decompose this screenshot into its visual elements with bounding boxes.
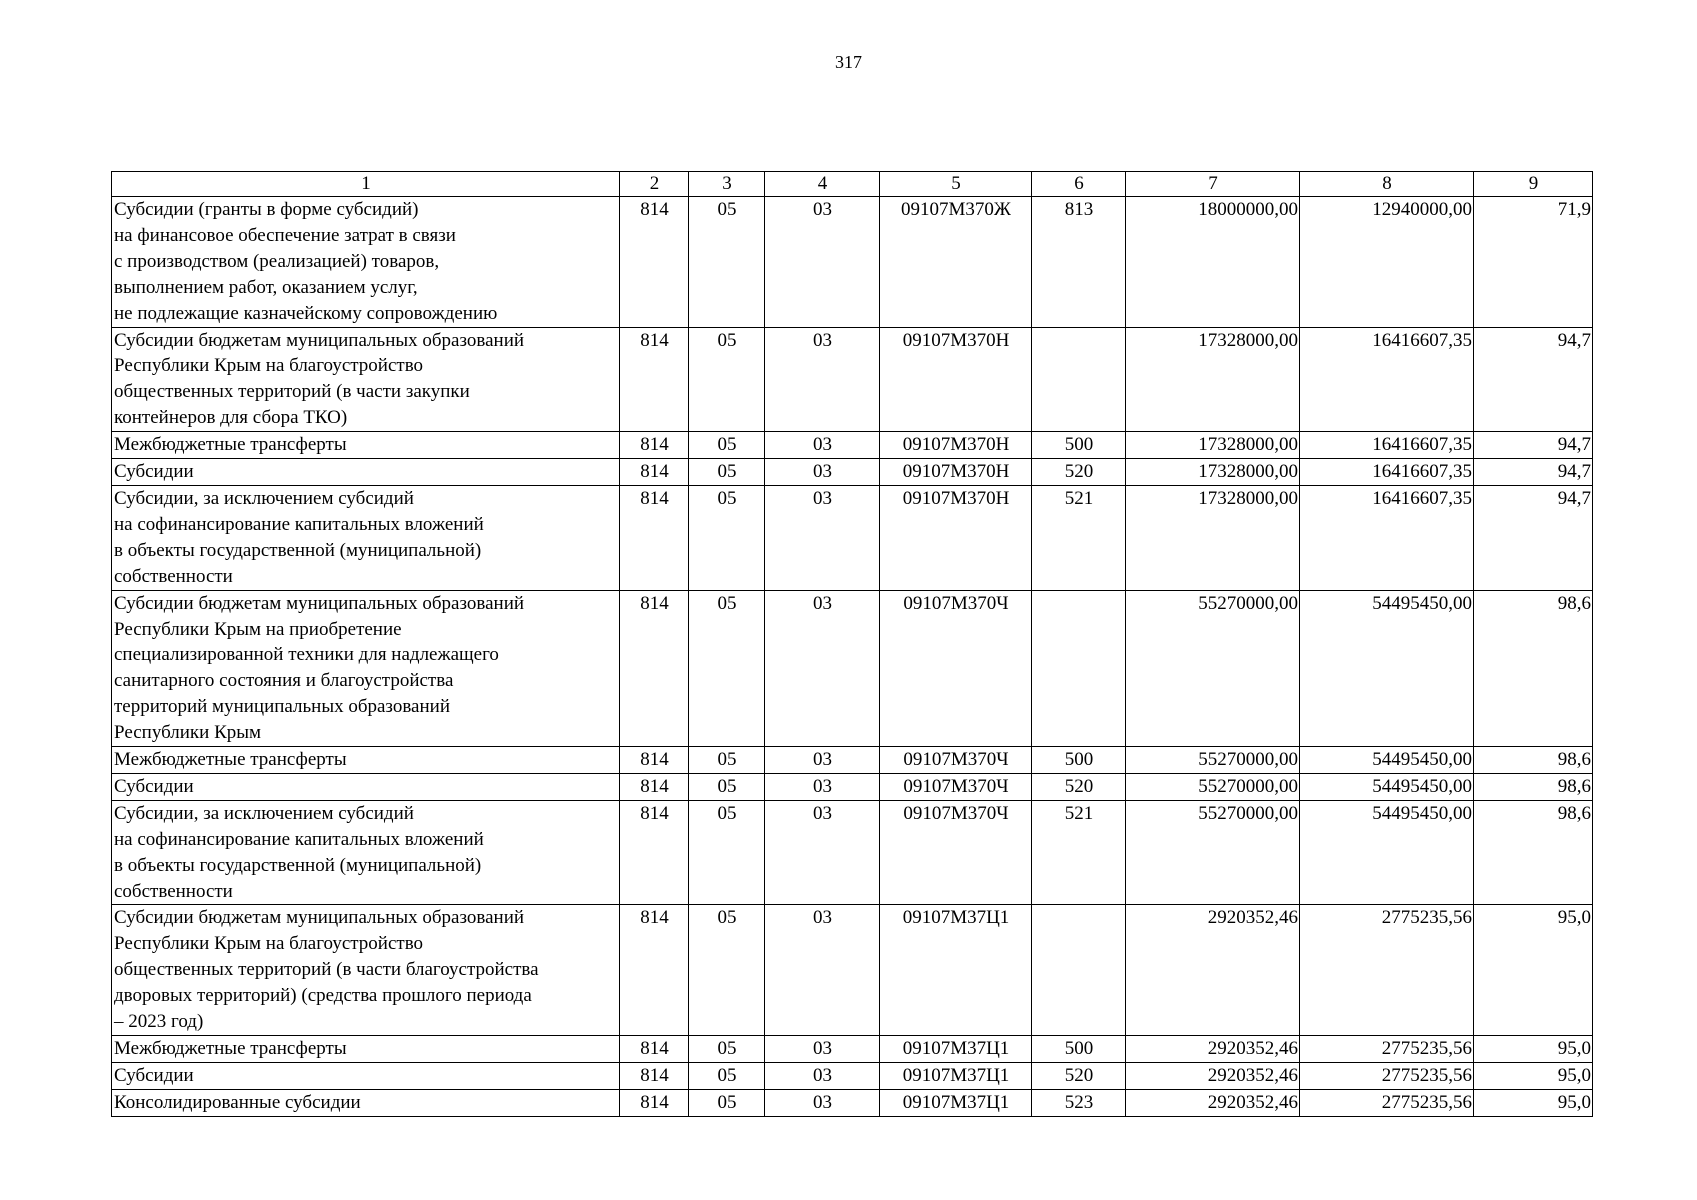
code-subsection: 03 <box>765 485 880 590</box>
table-row <box>112 432 1593 459</box>
row-description: Субсидии <box>112 773 620 800</box>
row-description: Межбюджетные трансферты <box>112 1036 620 1063</box>
code-target-article: 09107М37Ц1 <box>880 1036 1032 1063</box>
row-description: Субсидии бюджетам муниципальных образований Республики Крым на приобретение специализированной техники для надлежащего санитарного состояния и благоустройства территорий муниципальных образований Республики Крым <box>112 590 620 746</box>
header-cell: 4 <box>765 172 880 197</box>
percent-executed: 95,0 <box>1474 905 1593 1036</box>
page-number: 317 <box>835 52 862 72</box>
code-expense-type: 520 <box>1032 459 1126 486</box>
code-ministry: 814 <box>620 197 689 328</box>
code-target-article: 09107М37Ц1 <box>880 1089 1032 1116</box>
table-body <box>112 197 1593 1117</box>
code-ministry: 814 <box>620 459 689 486</box>
code-subsection: 03 <box>765 747 880 774</box>
amount-planned: 2920352,46 <box>1126 1089 1300 1116</box>
amount-planned: 17328000,00 <box>1126 327 1300 432</box>
code-section: 05 <box>689 197 765 328</box>
code-subsection: 03 <box>765 1062 880 1089</box>
code-subsection: 03 <box>765 432 880 459</box>
amount-planned: 55270000,00 <box>1126 773 1300 800</box>
code-subsection: 03 <box>765 1089 880 1116</box>
code-subsection: 03 <box>765 1036 880 1063</box>
code-target-article: 09107М370Ч <box>880 747 1032 774</box>
amount-executed: 16416607,35 <box>1300 432 1474 459</box>
code-ministry: 814 <box>620 1089 689 1116</box>
code-expense-type: 813 <box>1032 197 1126 328</box>
code-target-article: 09107М370Н <box>880 459 1032 486</box>
row-description: Консолидированные субсидии <box>112 1089 620 1116</box>
percent-executed: 95,0 <box>1474 1089 1593 1116</box>
amount-executed: 54495450,00 <box>1300 747 1474 774</box>
amount-planned: 17328000,00 <box>1126 459 1300 486</box>
amount-executed: 2775235,56 <box>1300 905 1474 1036</box>
code-expense-type: 500 <box>1032 432 1126 459</box>
code-subsection: 03 <box>765 459 880 486</box>
code-section: 05 <box>689 1036 765 1063</box>
code-target-article: 09107М370Н <box>880 432 1032 459</box>
header-cell: 9 <box>1474 172 1593 197</box>
percent-executed: 95,0 <box>1474 1036 1593 1063</box>
code-expense-type: 520 <box>1032 773 1126 800</box>
code-expense-type: 523 <box>1032 1089 1126 1116</box>
amount-executed: 2775235,56 <box>1300 1089 1474 1116</box>
percent-executed: 98,6 <box>1474 773 1593 800</box>
percent-executed: 94,7 <box>1474 432 1593 459</box>
code-target-article: 09107М370Ч <box>880 800 1032 905</box>
table-row <box>112 197 1593 328</box>
amount-planned: 55270000,00 <box>1126 747 1300 774</box>
amount-planned: 2920352,46 <box>1126 1062 1300 1089</box>
header-cell: 7 <box>1126 172 1300 197</box>
amount-executed: 12940000,00 <box>1300 197 1474 328</box>
code-section: 05 <box>689 1089 765 1116</box>
row-description: Субсидии бюджетам муниципальных образований Республики Крым на благоустройство общественных территорий (в части закупки контейнеров для сбора ТКО) <box>112 327 620 432</box>
code-ministry: 814 <box>620 432 689 459</box>
percent-executed: 98,6 <box>1474 590 1593 746</box>
code-section: 05 <box>689 459 765 486</box>
header-cell: 2 <box>620 172 689 197</box>
code-expense-type: 521 <box>1032 800 1126 905</box>
amount-executed: 2775235,56 <box>1300 1062 1474 1089</box>
row-description: Субсидии <box>112 459 620 486</box>
code-expense-type <box>1032 590 1126 746</box>
amount-executed: 16416607,35 <box>1300 485 1474 590</box>
code-expense-type: 521 <box>1032 485 1126 590</box>
code-ministry: 814 <box>620 905 689 1036</box>
table-row <box>112 747 1593 774</box>
row-description: Субсидии <box>112 1062 620 1089</box>
code-target-article: 09107М370Н <box>880 485 1032 590</box>
row-description: Субсидии, за исключением субсидий на софинансирование капитальных вложений в объекты государственной (муниципальной) собственности <box>112 485 620 590</box>
code-ministry: 814 <box>620 773 689 800</box>
code-section: 05 <box>689 590 765 746</box>
table-row <box>112 1062 1593 1089</box>
code-section: 05 <box>689 432 765 459</box>
code-subsection: 03 <box>765 773 880 800</box>
amount-planned: 55270000,00 <box>1126 800 1300 905</box>
code-target-article: 09107М370Ч <box>880 590 1032 746</box>
code-ministry: 814 <box>620 747 689 774</box>
row-description: Межбюджетные трансферты <box>112 747 620 774</box>
percent-executed: 98,6 <box>1474 747 1593 774</box>
percent-executed: 95,0 <box>1474 1062 1593 1089</box>
table-row <box>112 590 1593 746</box>
code-section: 05 <box>689 905 765 1036</box>
code-expense-type: 500 <box>1032 1036 1126 1063</box>
code-target-article: 09107М37Ц1 <box>880 1062 1032 1089</box>
header-cell: 5 <box>880 172 1032 197</box>
code-expense-type <box>1032 905 1126 1036</box>
amount-executed: 2775235,56 <box>1300 1036 1474 1063</box>
table-row <box>112 485 1593 590</box>
code-ministry: 814 <box>620 485 689 590</box>
row-description: Субсидии бюджетам муниципальных образований Республики Крым на благоустройство общественных территорий (в части благоустройства дворовых территорий) (средства прошлого периода – 2023 год) <box>112 905 620 1036</box>
code-ministry: 814 <box>620 327 689 432</box>
table-row <box>112 1036 1593 1063</box>
percent-executed: 94,7 <box>1474 485 1593 590</box>
code-section: 05 <box>689 327 765 432</box>
code-expense-type: 500 <box>1032 747 1126 774</box>
code-expense-type: 520 <box>1032 1062 1126 1089</box>
amount-planned: 2920352,46 <box>1126 905 1300 1036</box>
code-subsection: 03 <box>765 197 880 328</box>
amount-planned: 2920352,46 <box>1126 1036 1300 1063</box>
code-target-article: 09107М37Ц1 <box>880 905 1032 1036</box>
code-target-article: 09107М370Н <box>880 327 1032 432</box>
amount-executed: 54495450,00 <box>1300 773 1474 800</box>
code-section: 05 <box>689 800 765 905</box>
code-section: 05 <box>689 1062 765 1089</box>
percent-executed: 98,6 <box>1474 800 1593 905</box>
percent-executed: 94,7 <box>1474 327 1593 432</box>
table-row <box>112 800 1593 905</box>
code-subsection: 03 <box>765 800 880 905</box>
amount-planned: 17328000,00 <box>1126 432 1300 459</box>
table-row <box>112 905 1593 1036</box>
code-subsection: 03 <box>765 327 880 432</box>
code-ministry: 814 <box>620 800 689 905</box>
amount-executed: 16416607,35 <box>1300 327 1474 432</box>
code-ministry: 814 <box>620 1036 689 1063</box>
header-cell: 3 <box>689 172 765 197</box>
table-row <box>112 459 1593 486</box>
code-target-article: 09107М370Ж <box>880 197 1032 328</box>
amount-executed: 16416607,35 <box>1300 459 1474 486</box>
percent-executed: 94,7 <box>1474 459 1593 486</box>
header-cell: 1 <box>112 172 620 197</box>
code-ministry: 814 <box>620 590 689 746</box>
code-subsection: 03 <box>765 590 880 746</box>
code-section: 05 <box>689 773 765 800</box>
code-section: 05 <box>689 485 765 590</box>
code-subsection: 03 <box>765 905 880 1036</box>
table-row <box>112 773 1593 800</box>
table-row <box>112 327 1593 432</box>
code-target-article: 09107М370Ч <box>880 773 1032 800</box>
header-cell: 6 <box>1032 172 1126 197</box>
percent-executed: 71,9 <box>1474 197 1593 328</box>
row-description: Межбюджетные трансферты <box>112 432 620 459</box>
budget-table <box>111 171 1593 1117</box>
table-row <box>112 1089 1593 1116</box>
amount-planned: 17328000,00 <box>1126 485 1300 590</box>
code-expense-type <box>1032 327 1126 432</box>
header-cell: 8 <box>1300 172 1474 197</box>
row-description: Субсидии, за исключением субсидий на софинансирование капитальных вложений в объекты государственной (муниципальной) собственности <box>112 800 620 905</box>
amount-planned: 18000000,00 <box>1126 197 1300 328</box>
code-section: 05 <box>689 747 765 774</box>
amount-executed: 54495450,00 <box>1300 800 1474 905</box>
code-ministry: 814 <box>620 1062 689 1089</box>
amount-executed: 54495450,00 <box>1300 590 1474 746</box>
row-description: Субсидии (гранты в форме субсидий) на финансовое обеспечение затрат в связи с производством (реализацией) товаров, выполнением работ, оказанием услуг, не подлежащие казначейскому сопровождению <box>112 197 620 328</box>
header-row <box>112 172 1593 197</box>
amount-planned: 55270000,00 <box>1126 590 1300 746</box>
